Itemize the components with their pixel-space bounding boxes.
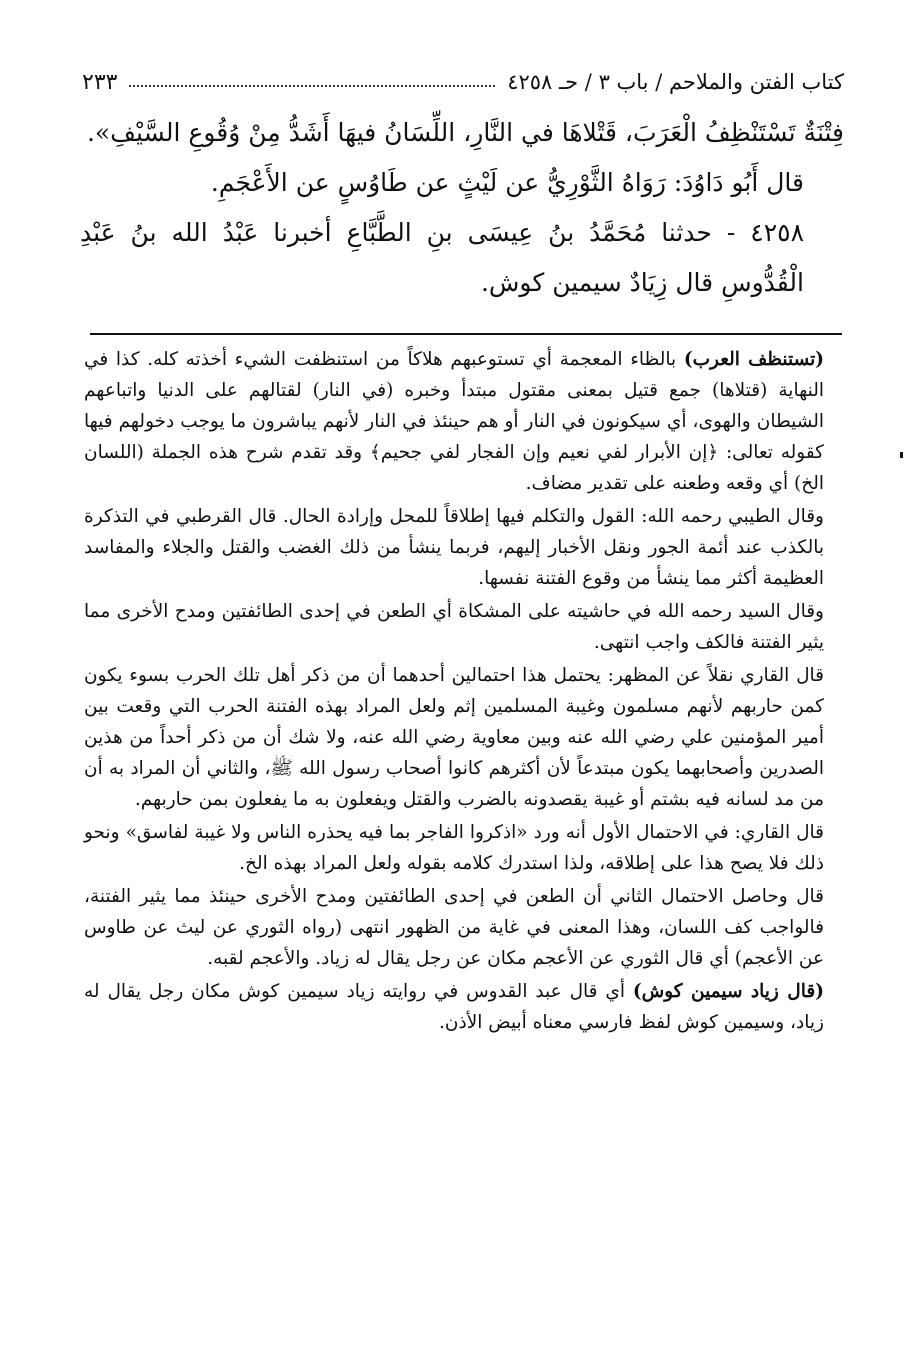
commentary-paragraph: قال وحاصل الاحتمال الثاني أن الطعن في إحدى الطائفتين ومدح الأخرى حينئذ مما يثير الفتنة، فالواجب كف اللسان، وهذا المعنى في غاية من الظهور انتهى (رواه الثوري عن ليث عن طاوس عن الأعجم) أي قال الثوري عن الأعجم مكان عن رجل يقال له زياد. والأعجم لقبه.: [84, 886, 824, 969]
commentary-paragraph: وقال الطيبي رحمه الله: القول والتكلم فيها إطلاقاً للمحل وإرادة الحال. قال القرطبي في التذكرة بالكذب عند أئمة الجور ونقل الأخبار إليهم، فربما ينشأ من ذلك الغضب والقتل والجلاء والمفاسد العظيمة أكثر مما ينشأ من وقوع الفتنة نفسها.: [84, 506, 824, 589]
main-text: [80, 108, 844, 308]
commentary-text: بالظاء المعجمة أي تستوعبهم هلاكاً من استنظفت الشيء أخذته كله. كذا في النهاية: [84, 349, 824, 401]
commentary-paragraph: وقال السيد رحمه الله في حاشيته على المشكاة أي الطعن في إحدى الطائفتين ومدح الأخرى مما يثير الفتنة فالكف واجب انتهى.: [84, 601, 824, 653]
margin-mark: [900, 452, 903, 458]
page-header: [82, 62, 844, 102]
hadith-4258: ٤٢٥٨ - حدثنا مُحَمَّدُ بنُ عِيسَى بنِ الطَّبَّاعِ أخبرنا عَبْدُ الله بنُ عَبْدِ الْقُدُّوسِ قال زِيَادٌ سيمين كوش.: [80, 218, 804, 297]
commentary-lemma: (تستنظف العرب): [683, 349, 825, 370]
commentary-lemma: (قال زياد سيمين كوش): [632, 981, 824, 1002]
commentary-paragraph: [84, 976, 844, 1038]
page-number: ٢٣٣: [82, 69, 118, 95]
commentary: [84, 344, 844, 1040]
commentary-paragraph: قال القاري نقلاً عن المظهر: يحتمل هذا احتمالين أحدهما أن من ذكر أهل تلك الحرب بسوء يكون كمن حاربهم لأنهم مسلمون وغيبة المسلمين إثم ولعل المراد بهذه الفتنة الحرب التي وقعت بين أمير المؤمنين علي رضي الله عنه وبين معاوية رضي الله عنه، ولا شك أن من ذكر أحداً من هذين الصدرين وأصحابهما يكون مبتدعاً لأن أكثرهم كانوا أصحاب رسول الله ﷺ، والثاني أن المراد به أن من مد لسانه فيه بشتم أو غيبة يقصدونه بالضرب والقتل ويفعلون به ما يفعلون بمن حاربهم.: [84, 665, 824, 810]
footnote-divider: [90, 333, 842, 335]
main-text-line: فِتْنَةٌ تَسْتَنْظِفُ الْعَرَبَ، قَتْلاهَا في النَّارِ، اللِّسَانُ فيهَا أَشَدُّ مِنْ وُقُوعِ السَّيْفِ».: [86, 118, 844, 147]
running-title: كتاب الفتن والملاحم / باب ٣ / حـ ٤٢٥٨: [507, 70, 844, 94]
commentary-paragraph: قال القاري: في الاحتمال الأول أنه ورد «اذكروا الفاجر بما فيه يحذره الناس ولا غيبة لفاسق» ونحو ذلك فلا يصح هذا على إطلاقه، ولذا استدرك كلامه بقوله ولعل المراد بهذه الخ.: [84, 822, 824, 874]
commentary-paragraph: [84, 344, 844, 499]
commentary-text: أي قال عبد القدوس في روايته زياد سيمين كوش مكان رجل يقال له زياد، وسيمين كوش لفظ فارسي معناه أبيض الأذن.: [84, 981, 824, 1033]
commentary-text: (قتلاها) جمع قتيل بمعنى مقتول مبتدأ وخبره (في النار) لقتالهم على الدنيا واتباعهم الشيطان والهوى، أي سيكونون في النار أو هم حينئذ في النار لأنهم يباشرون ما يوجب دخولهم فيها كقوله تعالى: ﴿إن الأبرار لفي نعيم وإن الفجار لفي جحيم﴾ وقد تقدم شرح هذه الجملة (اللسان الخ) أي وقعه وطعنه على تقدير مضاف.: [84, 380, 824, 494]
leader-dots: [129, 85, 495, 87]
main-text-line: قال أَبُو دَاوُدَ: رَوَاهُ الثَّوْرِيُّ عن لَيْثٍ عن طَاوُسٍ عن الأَعْجَمِ.: [210, 168, 804, 197]
